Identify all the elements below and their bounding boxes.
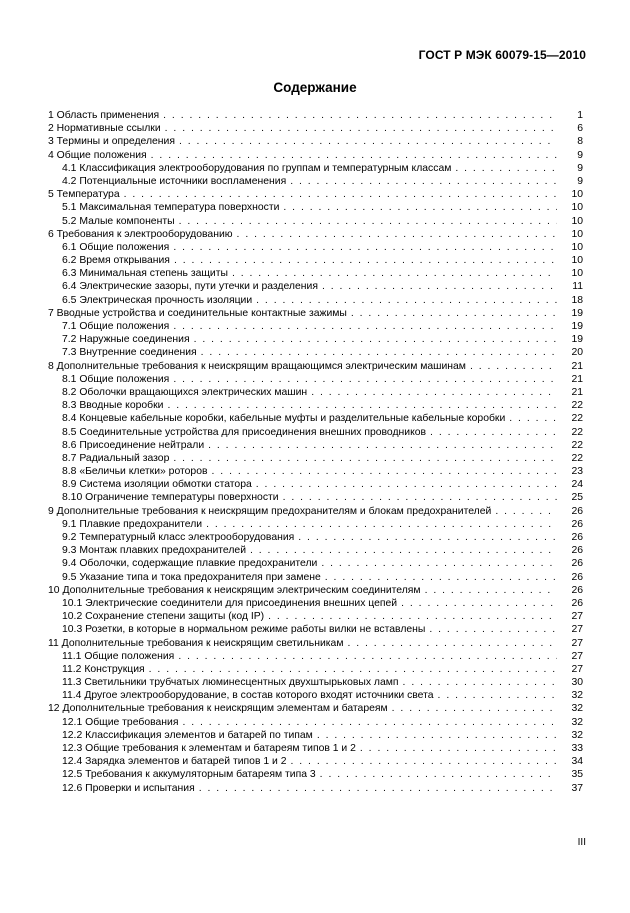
toc-entry-label: 9.2 Температурный класс электрооборудования: [62, 532, 295, 543]
toc-entry-label: 6 Требования к электрооборудованию: [48, 228, 233, 240]
toc-entry-page: 10: [571, 268, 583, 280]
toc-entry-page: 21: [571, 360, 583, 372]
toc-leader-dots: [212, 465, 557, 478]
toc-leader-dots: [401, 597, 557, 610]
toc-entry[interactable]: [48, 689, 583, 702]
toc-entry-page: 33: [571, 743, 583, 754]
toc-leader-dots: [173, 241, 557, 254]
toc-entry-label: 11.3 Светильники трубчатых люминесцентных двухштырьковых ламп: [62, 677, 399, 689]
toc-leader-dots: [317, 729, 557, 742]
toc-leader-dots: [151, 149, 557, 162]
toc-entry-label: 5 Температура: [48, 189, 120, 201]
toc-entry-page: 32: [571, 690, 583, 702]
toc-leader-dots: [149, 663, 557, 676]
toc-entry-page: 27: [571, 650, 583, 662]
toc-leader-dots: [167, 399, 557, 412]
toc-entry[interactable]: [48, 149, 583, 162]
toc-leader-dots: [425, 584, 557, 597]
toc-entry[interactable]: [48, 122, 583, 135]
toc-entry-page: 22: [571, 439, 583, 451]
toc-entry-label: 9.1 Плавкие предохранители: [62, 518, 203, 530]
toc-entry-page: 22: [571, 452, 583, 464]
toc-entry[interactable]: [48, 557, 583, 570]
toc-entry[interactable]: [48, 412, 583, 425]
toc-entry[interactable]: [48, 386, 583, 399]
toc-entry-page: 26: [571, 532, 583, 543]
toc-entry[interactable]: [48, 768, 583, 781]
toc-entry[interactable]: [48, 373, 583, 386]
toc-leader-dots: [256, 294, 557, 307]
toc-entry-page: 22: [571, 426, 583, 438]
toc-entry-page: 26: [571, 571, 583, 583]
toc-leader-dots: [237, 228, 557, 241]
toc-entry[interactable]: [48, 280, 583, 293]
toc-leader-dots: [321, 557, 557, 570]
toc-entry[interactable]: [48, 544, 583, 557]
toc-entry-page: 27: [571, 611, 583, 623]
toc-entry-label: 11.2 Конструкция: [62, 663, 145, 675]
toc-leader-dots: [268, 610, 557, 623]
toc-entry-label: 3 Термины и определения: [48, 136, 175, 148]
page-title: Содержание: [273, 80, 357, 95]
toc-entry-label: 5.2 Малые компоненты: [62, 215, 175, 227]
toc-entry-page: 34: [571, 756, 583, 768]
toc-leader-dots: [403, 676, 557, 689]
toc-leader-dots: [320, 768, 557, 781]
toc-entry[interactable]: [48, 426, 583, 439]
toc-entry[interactable]: [48, 584, 583, 597]
toc-entry-label: 4.1 Классификация электрооборудования по группам и температурным классам: [62, 162, 452, 174]
toc-entry[interactable]: [48, 597, 583, 610]
toc-entry-page: 37: [571, 782, 583, 794]
toc-entry-label: 10.1 Электрические соединители для присоединения внешних цепей: [62, 597, 398, 609]
toc-entry[interactable]: [48, 109, 583, 122]
toc-entry[interactable]: [48, 623, 583, 636]
toc-leader-dots: [455, 162, 557, 175]
toc-entry-page: 20: [571, 347, 583, 359]
toc-entry-label: 7.1 Общие положения: [62, 321, 170, 332]
toc-entry[interactable]: [48, 241, 583, 254]
toc-entry-label: 8.2 Оболочки вращающихся электрических машин: [62, 386, 308, 398]
toc-entry-page: 26: [571, 505, 583, 517]
toc-entry-label: 6.4 Электрические зазоры, пути утечки и разделения: [62, 281, 318, 293]
toc-entry-label: 8.1 Общие положения: [62, 373, 170, 385]
toc-leader-dots: [174, 254, 557, 267]
toc-leader-dots: [509, 412, 557, 425]
toc-leader-dots: [470, 360, 557, 373]
toc-entry-label: 12.4 Зарядка элементов и батарей типов 1 и 2: [62, 756, 287, 768]
toc-entry-page: 10: [571, 215, 583, 227]
toc-entry-page: 26: [571, 558, 583, 570]
toc-entry-page: 26: [571, 518, 583, 530]
toc-entry-label: 12.1 Общие требования: [62, 716, 179, 728]
toc-entry-page: 21: [571, 373, 583, 385]
toc-entry-page: 25: [571, 492, 583, 504]
toc-entry-label: 8.6 Присоединение нейтрали: [62, 439, 205, 451]
toc-entry-label: 8.3 Вводные коробки: [62, 400, 164, 412]
toc-entry-label: 12.3 Общие требования к элементам и батареям типов 1 и 2: [62, 743, 356, 754]
toc-entry[interactable]: [48, 346, 583, 359]
toc-entry[interactable]: [48, 399, 583, 412]
toc-entry-page: 27: [571, 624, 583, 636]
toc-entry[interactable]: [48, 610, 583, 623]
toc-entry-page: 6: [577, 123, 583, 135]
toc-entry-page: 9: [577, 149, 583, 161]
toc-entry-label: 8.7 Радиальный зазор: [62, 452, 170, 464]
toc-leader-dots: [182, 716, 557, 729]
toc-leader-dots: [124, 188, 557, 201]
toc-entry-label: 12.2 Классификация элементов и батарей по типам: [62, 729, 313, 741]
toc-entry-page: 18: [571, 294, 583, 306]
toc-entry-label: 8 Дополнительные требования к неискрящим вращающимся электрическим машинам: [48, 360, 466, 372]
toc-entry-page: 11: [572, 281, 583, 293]
toc-entry-label: 8.10 Ограничение температуры поверхности: [62, 492, 279, 504]
toc-entry-label: 7.2 Наружные соединения: [62, 334, 190, 346]
toc-entry-label: 9.5 Указание типа и тока предохранителя при замене: [62, 571, 321, 583]
toc-entry-label: 1 Область применения: [48, 110, 160, 121]
toc-entry-page: 10: [571, 255, 583, 267]
toc-entry-page: 27: [571, 663, 583, 675]
toc-entry-label: 6.2 Время открывания: [62, 255, 170, 267]
toc-entry-page: 22: [571, 413, 583, 425]
toc-entry-page: 26: [571, 545, 583, 557]
toc-leader-dots: [290, 175, 557, 188]
toc-leader-dots: [173, 320, 557, 333]
toc-leader-dots: [325, 571, 557, 584]
toc-entry[interactable]: [48, 162, 583, 175]
toc-entry[interactable]: [48, 307, 583, 320]
toc-entry[interactable]: [48, 729, 583, 742]
toc-leader-dots: [283, 491, 557, 504]
toc-entry-label: 4 Общие положения: [48, 149, 147, 161]
toc-entry-label: 4.2 Потенциальные источники воспламенения: [62, 175, 287, 187]
toc-leader-dots: [347, 637, 557, 650]
toc-entry-label: 12.6 Проверки и испытания: [62, 782, 195, 794]
toc-leader-dots: [163, 109, 557, 122]
toc-entry[interactable]: [48, 702, 583, 715]
toc-leader-dots: [201, 346, 557, 359]
table-of-contents: [48, 109, 583, 795]
toc-entry-label: 2 Нормативные ссылки: [48, 123, 161, 135]
toc-leader-dots: [179, 135, 557, 148]
toc-leader-dots: [178, 650, 557, 663]
toc-entry[interactable]: [48, 650, 583, 663]
toc-entry-page: 32: [571, 729, 583, 741]
toc-entry[interactable]: [48, 254, 583, 267]
toc-leader-dots: [283, 201, 557, 214]
toc-entry[interactable]: [48, 742, 583, 755]
toc-leader-dots: [360, 742, 557, 755]
toc-entry[interactable]: [48, 135, 583, 148]
toc-entry[interactable]: [48, 676, 583, 689]
toc-entry-label: 12.5 Требования к аккумуляторным батареям типа 3: [62, 769, 316, 781]
toc-entry-label: 8.9 Система изоляции обмотки статора: [62, 479, 252, 491]
toc-entry-page: 24: [571, 479, 583, 491]
toc-entry-label: 10.2 Сохранение степени защиты (код IP): [62, 611, 265, 623]
toc-entry-page: 10: [571, 202, 583, 214]
toc-entry-label: 8.5 Соединительные устройства для присоединения внешних проводников: [62, 426, 427, 438]
toc-entry[interactable]: [48, 228, 583, 241]
toc-leader-dots: [351, 307, 557, 320]
toc-leader-dots: [194, 333, 557, 346]
toc-leader-dots: [322, 280, 557, 293]
toc-entry-page: 19: [571, 307, 583, 319]
toc-entry[interactable]: [48, 320, 583, 333]
toc-leader-dots: [256, 478, 557, 491]
toc-leader-dots: [250, 544, 557, 557]
toc-entry-label: 7.3 Внутренние соединения: [62, 347, 197, 359]
toc-entry-page: 9: [577, 175, 583, 187]
toc-leader-dots: [173, 373, 557, 386]
toc-entry-page: 35: [571, 769, 583, 781]
toc-entry-label: 12 Дополнительные требования к неискрящим элементам и батареям: [48, 703, 388, 715]
toc-leader-dots: [199, 782, 557, 795]
toc-entry-page: 8: [577, 136, 583, 148]
toc-entry-page: 23: [571, 466, 583, 478]
toc-leader-dots: [165, 122, 557, 135]
toc-leader-dots: [208, 439, 557, 452]
toc-leader-dots: [430, 426, 557, 439]
toc-entry[interactable]: [48, 360, 583, 373]
toc-entry-label: 11 Дополнительные требования к неискрящим светильникам: [48, 637, 344, 649]
toc-entry[interactable]: [48, 175, 583, 188]
toc-entry-label: 5.1 Максимальная температура поверхности: [62, 202, 280, 214]
toc-entry[interactable]: [48, 663, 583, 676]
toc-entry-page: 10: [571, 241, 583, 253]
toc-entry-page: 27: [571, 637, 583, 649]
toc-entry-label: 9.4 Оболочки, содержащие плавкие предохранители: [62, 558, 318, 570]
toc-entry[interactable]: [48, 201, 583, 214]
toc-entry[interactable]: [48, 452, 583, 465]
toc-entry-page: 21: [571, 386, 583, 398]
toc-entry-page: 32: [571, 716, 583, 728]
toc-entry-page: 19: [571, 321, 583, 332]
toc-leader-dots: [298, 531, 557, 544]
toc-leader-dots: [495, 505, 557, 518]
toc-entry-page: 32: [571, 703, 583, 715]
toc-entry-label: 6.3 Минимальная степень защиты: [62, 268, 228, 280]
toc-entry-page: 26: [571, 584, 583, 596]
toc-entry[interactable]: [48, 478, 583, 491]
toc-entry-label: 10 Дополнительные требования к неискрящим электрическим соединителям: [48, 584, 421, 596]
toc-entry-page: 26: [571, 597, 583, 609]
toc-leader-dots: [179, 215, 557, 228]
toc-leader-dots: [392, 702, 557, 715]
toc-entry-label: 9.3 Монтаж плавких предохранителей: [62, 545, 246, 557]
toc-entry[interactable]: [48, 439, 583, 452]
toc-entry-page: 22: [571, 400, 583, 412]
toc-entry-label: 11.1 Общие положения: [62, 650, 175, 662]
toc-entry[interactable]: [48, 518, 583, 531]
toc-entry-page: 1: [577, 110, 583, 121]
toc-entry-page: 30: [571, 677, 583, 689]
toc-entry-label: 7 Вводные устройства и соединительные контактные зажимы: [48, 307, 347, 319]
toc-entry[interactable]: [48, 782, 583, 795]
toc-entry[interactable]: [48, 333, 583, 346]
toc-entry[interactable]: [48, 505, 583, 518]
toc-leader-dots: [232, 267, 557, 280]
toc-entry[interactable]: [48, 267, 583, 280]
toc-leader-dots: [429, 623, 557, 636]
toc-entry[interactable]: [48, 571, 583, 584]
toc-leader-dots: [311, 386, 557, 399]
toc-entry[interactable]: [48, 716, 583, 729]
toc-leader-dots: [291, 755, 558, 768]
toc-entry[interactable]: [48, 294, 583, 307]
toc-entry-page: 10: [571, 228, 583, 240]
toc-entry-label: 11.4 Другое электрооборудование, в состав которого входят источники света: [62, 690, 434, 702]
toc-leader-dots: [173, 452, 557, 465]
toc-leader-dots: [206, 518, 557, 531]
toc-entry[interactable]: [48, 637, 583, 650]
toc-entry-page: 10: [571, 189, 583, 201]
toc-entry-label: 8.8 «Беличьи клетки» роторов: [62, 466, 208, 478]
toc-entry[interactable]: [48, 531, 583, 544]
toc-entry-label: 6.5 Электрическая прочность изоляции: [62, 294, 253, 306]
toc-entry-label: 9 Дополнительные требования к неискрящим предохранителям и блокам предохранителей: [48, 505, 492, 517]
toc-entry[interactable]: [48, 755, 583, 768]
toc-entry-label: 10.3 Розетки, в которые в нормальном режиме работы вилки не вставлены: [62, 624, 426, 636]
toc-entry-label: 6.1 Общие положения: [62, 241, 170, 253]
toc-entry-page: 9: [577, 162, 583, 174]
toc-leader-dots: [438, 689, 557, 702]
toc-entry[interactable]: [48, 188, 583, 201]
toc-entry[interactable]: [48, 465, 583, 478]
toc-entry[interactable]: [48, 215, 583, 228]
document-code: ГОСТ Р МЭК 60079-15—2010: [418, 48, 586, 62]
toc-entry-page: 19: [571, 334, 583, 346]
toc-entry-label: 8.4 Концевые кабельные коробки, кабельные муфты и разделительные кабельные коробки: [62, 413, 506, 425]
page-number: III: [577, 837, 586, 848]
toc-entry[interactable]: [48, 491, 583, 504]
